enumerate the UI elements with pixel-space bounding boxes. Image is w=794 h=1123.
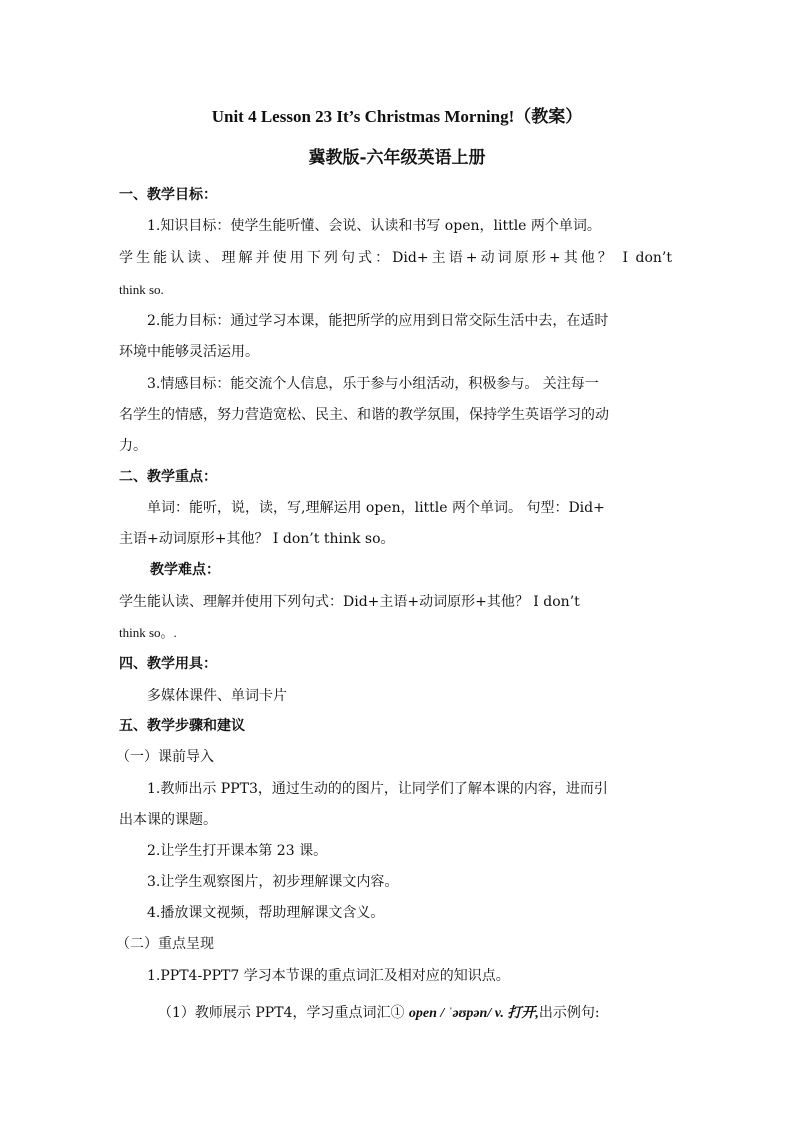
paragraph-line: 1.教师出示 PPT3，通过生动的的图片，让同学们了解本课的内容，进而引 xyxy=(147,781,608,797)
section-heading-steps: 五、教学步骤和建议 xyxy=(119,718,245,734)
paragraph-line: 单词：能听，说，读，写,理解运用 open，little 两个单词。 句型：Did+ xyxy=(147,500,605,516)
paragraph-line: 学生能认读、理解并使用下列句式：Did+主语+动词原形+其他？ I don’t xyxy=(119,594,580,610)
subsection-heading: （一）课前导入 xyxy=(116,749,214,765)
document-subtitle: 冀教版-六年级英语上册 xyxy=(308,148,486,168)
text-run: （1）教师展示 PPT4，学习重点词汇① xyxy=(158,1005,405,1021)
paragraph-line: 多媒体课件、单词卡片 xyxy=(147,688,287,704)
paragraph-line: 1.知识目标：使学生能听懂、会说、认读和书写 open，little 两个单词。 xyxy=(147,218,601,234)
paragraph-line xyxy=(158,1003,600,1024)
paragraph-line: 出本课的课题。 xyxy=(119,812,217,828)
paragraph-line: 4.播放课文视频，帮助理解课文含义。 xyxy=(147,905,385,921)
paragraph-line: 主语+动词原形+其他？ I don’t think so。 xyxy=(119,531,395,547)
paragraph-line: 学生能认读、理解并使用下列句式：Did+主语+动词原形+其他？ I don’t xyxy=(119,250,672,266)
vocab-word: open / ˈəʊpən/ v. 打开, xyxy=(408,1006,539,1021)
paragraph-line: 3.让学生观察图片，初步理解课文内容。 xyxy=(147,874,399,890)
paragraph-line: 名学生的情感，努力营造宽松、民主、和谐的教学氛围，保持学生英语学习的动 xyxy=(119,407,609,423)
subsection-heading: （二）重点呈现 xyxy=(116,936,214,952)
paragraph-line: 环境中能够灵活运用。 xyxy=(119,344,259,360)
paragraph-line: 2.能力目标：通过学习本课，能把所学的应用到日常交际生活中去，在适时 xyxy=(147,313,609,329)
section-heading-materials: 四、教学用具： xyxy=(119,656,217,672)
section-heading-key-points: 二、教学重点： xyxy=(119,469,217,485)
text-run: 出示例句: xyxy=(538,1005,600,1021)
paragraph-line: 2.让学生打开课本第 23 课。 xyxy=(147,843,328,859)
section-heading-objectives: 一、教学目标： xyxy=(119,187,217,203)
paragraph-line: 3.情感目标：能交流个人信息，乐于参与小组活动，积极参与。 关注每一 xyxy=(147,376,599,392)
paragraph-line: think so。. xyxy=(119,625,177,640)
section-heading-difficulties: 教学难点： xyxy=(150,562,220,578)
paragraph-line: 力。 xyxy=(119,438,147,454)
paragraph-line: think so. xyxy=(119,282,164,297)
document-title: Unit 4 Lesson 23 It’s Christmas Morning!（教案） xyxy=(211,107,583,126)
paragraph-line: 1.PPT4-PPT7 学习本节课的重点词汇及相对应的知识点。 xyxy=(147,968,510,984)
